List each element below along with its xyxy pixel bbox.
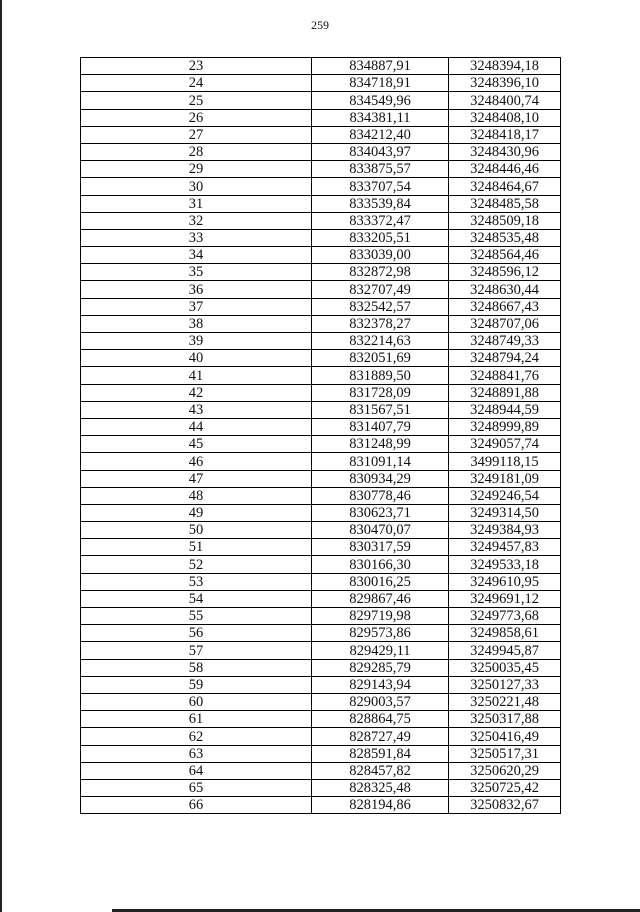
point-number-cell: 39 [81, 333, 312, 350]
x-coordinate-cell: 829573,86 [312, 625, 449, 642]
y-coordinate-cell: 3248446,46 [449, 161, 561, 178]
y-coordinate-cell: 3250620,29 [449, 762, 561, 779]
point-number-cell: 38 [81, 315, 312, 332]
y-coordinate-cell: 3248535,48 [449, 229, 561, 246]
point-number-cell: 53 [81, 573, 312, 590]
y-coordinate-cell: 3249057,74 [449, 436, 561, 453]
y-coordinate-cell: 3499118,15 [449, 453, 561, 470]
x-coordinate-cell: 828727,49 [312, 728, 449, 745]
x-coordinate-cell: 829429,11 [312, 642, 449, 659]
point-number-cell: 55 [81, 608, 312, 625]
x-coordinate-cell: 833372,47 [312, 212, 449, 229]
y-coordinate-cell: 3248509,18 [449, 212, 561, 229]
y-coordinate-cell: 3248430,96 [449, 143, 561, 160]
point-number-cell: 58 [81, 659, 312, 676]
point-number-cell: 33 [81, 229, 312, 246]
x-coordinate-cell: 831889,50 [312, 367, 449, 384]
point-number-cell: 24 [81, 75, 312, 92]
point-number-cell: 27 [81, 126, 312, 143]
point-number-cell: 44 [81, 418, 312, 435]
y-coordinate-cell: 3248394,18 [449, 58, 561, 75]
y-coordinate-cell: 3248485,58 [449, 195, 561, 212]
y-coordinate-cell: 3250221,48 [449, 693, 561, 710]
table-row [81, 556, 561, 573]
x-coordinate-cell: 834718,91 [312, 75, 449, 92]
x-coordinate-cell: 832378,27 [312, 315, 449, 332]
point-number-cell: 54 [81, 590, 312, 607]
point-number-cell: 59 [81, 676, 312, 693]
table-row [81, 436, 561, 453]
x-coordinate-cell: 830166,30 [312, 556, 449, 573]
x-coordinate-cell: 831407,79 [312, 418, 449, 435]
y-coordinate-cell: 3248596,12 [449, 264, 561, 281]
point-number-cell: 41 [81, 367, 312, 384]
point-number-cell: 50 [81, 522, 312, 539]
table-row [81, 470, 561, 487]
y-coordinate-cell: 3249773,68 [449, 608, 561, 625]
point-number-cell: 32 [81, 212, 312, 229]
table-row [81, 109, 561, 126]
point-number-cell: 47 [81, 470, 312, 487]
point-number-cell: 62 [81, 728, 312, 745]
point-number-cell: 36 [81, 281, 312, 298]
table-row [81, 728, 561, 745]
point-number-cell: 65 [81, 779, 312, 796]
y-coordinate-cell: 3249384,93 [449, 522, 561, 539]
point-number-cell: 37 [81, 298, 312, 315]
x-coordinate-cell: 830317,59 [312, 539, 449, 556]
table-row [81, 745, 561, 762]
point-number-cell: 49 [81, 504, 312, 521]
table-row [81, 384, 561, 401]
x-coordinate-cell: 828325,48 [312, 779, 449, 796]
x-coordinate-cell: 832214,63 [312, 333, 449, 350]
table-row [81, 779, 561, 796]
x-coordinate-cell: 830470,07 [312, 522, 449, 539]
y-coordinate-cell: 3248794,24 [449, 350, 561, 367]
table-row [81, 590, 561, 607]
x-coordinate-cell: 830778,46 [312, 487, 449, 504]
table-row [81, 126, 561, 143]
table-row [81, 625, 561, 642]
table-row [81, 418, 561, 435]
coordinates-table [80, 57, 561, 814]
y-coordinate-cell: 3250517,31 [449, 745, 561, 762]
x-coordinate-cell: 829143,94 [312, 676, 449, 693]
x-coordinate-cell: 834043,97 [312, 143, 449, 160]
point-number-cell: 31 [81, 195, 312, 212]
point-number-cell: 66 [81, 797, 312, 814]
table-row [81, 693, 561, 710]
x-coordinate-cell: 832051,69 [312, 350, 449, 367]
point-number-cell: 52 [81, 556, 312, 573]
y-coordinate-cell: 3248408,10 [449, 109, 561, 126]
x-coordinate-cell: 833539,84 [312, 195, 449, 212]
y-coordinate-cell: 3248749,33 [449, 333, 561, 350]
y-coordinate-cell: 3248841,76 [449, 367, 561, 384]
y-coordinate-cell: 3248464,67 [449, 178, 561, 195]
table-row [81, 212, 561, 229]
y-coordinate-cell: 3248944,59 [449, 401, 561, 418]
x-coordinate-cell: 828864,75 [312, 711, 449, 728]
page-number: 259 [311, 18, 329, 32]
table-row [81, 178, 561, 195]
point-number-cell: 30 [81, 178, 312, 195]
x-coordinate-cell: 833039,00 [312, 247, 449, 264]
y-coordinate-cell: 3249533,18 [449, 556, 561, 573]
point-number-cell: 35 [81, 264, 312, 281]
point-number-cell: 46 [81, 453, 312, 470]
y-coordinate-cell: 3250725,42 [449, 779, 561, 796]
x-coordinate-cell: 831567,51 [312, 401, 449, 418]
point-number-cell: 56 [81, 625, 312, 642]
table-row [81, 92, 561, 109]
x-coordinate-cell: 833205,51 [312, 229, 449, 246]
table-row [81, 333, 561, 350]
y-coordinate-cell: 3249610,95 [449, 573, 561, 590]
table-row [81, 642, 561, 659]
y-coordinate-cell: 3250832,67 [449, 797, 561, 814]
table-row [81, 161, 561, 178]
y-coordinate-cell: 3248400,74 [449, 92, 561, 109]
x-coordinate-cell: 829285,79 [312, 659, 449, 676]
x-coordinate-cell: 830623,71 [312, 504, 449, 521]
y-coordinate-cell: 3250127,33 [449, 676, 561, 693]
x-coordinate-cell: 830016,25 [312, 573, 449, 590]
point-number-cell: 42 [81, 384, 312, 401]
table-row [81, 522, 561, 539]
table-row [81, 762, 561, 779]
point-number-cell: 63 [81, 745, 312, 762]
table-row [81, 143, 561, 160]
point-number-cell: 26 [81, 109, 312, 126]
table-row [81, 573, 561, 590]
point-number-cell: 23 [81, 58, 312, 75]
table-row [81, 797, 561, 814]
point-number-cell: 43 [81, 401, 312, 418]
table-row [81, 608, 561, 625]
table-row [81, 367, 561, 384]
point-number-cell: 40 [81, 350, 312, 367]
x-coordinate-cell: 829003,57 [312, 693, 449, 710]
y-coordinate-cell: 3248396,10 [449, 75, 561, 92]
table-row [81, 247, 561, 264]
x-coordinate-cell: 833875,57 [312, 161, 449, 178]
x-coordinate-cell: 828194,86 [312, 797, 449, 814]
x-coordinate-cell: 832707,49 [312, 281, 449, 298]
point-number-cell: 25 [81, 92, 312, 109]
y-coordinate-cell: 3248418,17 [449, 126, 561, 143]
x-coordinate-cell: 828591,84 [312, 745, 449, 762]
y-coordinate-cell: 3248667,43 [449, 298, 561, 315]
table-row [81, 229, 561, 246]
table-row [81, 315, 561, 332]
y-coordinate-cell: 3249314,50 [449, 504, 561, 521]
y-coordinate-cell: 3249858,61 [449, 625, 561, 642]
x-coordinate-cell: 829867,46 [312, 590, 449, 607]
table-row [81, 281, 561, 298]
x-coordinate-cell: 834212,40 [312, 126, 449, 143]
table-row [81, 401, 561, 418]
table-row [81, 504, 561, 521]
y-coordinate-cell: 3248707,06 [449, 315, 561, 332]
table-row [81, 264, 561, 281]
point-number-cell: 61 [81, 711, 312, 728]
y-coordinate-cell: 3248891,88 [449, 384, 561, 401]
coordinates-table-body [81, 58, 561, 814]
x-coordinate-cell: 832872,98 [312, 264, 449, 281]
table-row [81, 487, 561, 504]
y-coordinate-cell: 3249691,12 [449, 590, 561, 607]
x-coordinate-cell: 834887,91 [312, 58, 449, 75]
point-number-cell: 34 [81, 247, 312, 264]
table-row [81, 350, 561, 367]
x-coordinate-cell: 834549,96 [312, 92, 449, 109]
y-coordinate-cell: 3248564,46 [449, 247, 561, 264]
table-row [81, 58, 561, 75]
y-coordinate-cell: 3249246,54 [449, 487, 561, 504]
x-coordinate-cell: 831728,09 [312, 384, 449, 401]
point-number-cell: 29 [81, 161, 312, 178]
point-number-cell: 28 [81, 143, 312, 160]
y-coordinate-cell: 3250317,88 [449, 711, 561, 728]
x-coordinate-cell: 833707,54 [312, 178, 449, 195]
point-number-cell: 45 [81, 436, 312, 453]
table-row [81, 195, 561, 212]
point-number-cell: 51 [81, 539, 312, 556]
point-number-cell: 57 [81, 642, 312, 659]
scan-edge-left [0, 0, 2, 912]
x-coordinate-cell: 832542,57 [312, 298, 449, 315]
y-coordinate-cell: 3248630,44 [449, 281, 561, 298]
y-coordinate-cell: 3249181,09 [449, 470, 561, 487]
x-coordinate-cell: 830934,29 [312, 470, 449, 487]
point-number-cell: 64 [81, 762, 312, 779]
y-coordinate-cell: 3250035,45 [449, 659, 561, 676]
table-row [81, 676, 561, 693]
y-coordinate-cell: 3248999,89 [449, 418, 561, 435]
x-coordinate-cell: 828457,82 [312, 762, 449, 779]
x-coordinate-cell: 829719,98 [312, 608, 449, 625]
point-number-cell: 48 [81, 487, 312, 504]
table-row [81, 659, 561, 676]
y-coordinate-cell: 3249457,83 [449, 539, 561, 556]
table-row [81, 539, 561, 556]
y-coordinate-cell: 3250416,49 [449, 728, 561, 745]
y-coordinate-cell: 3249945,87 [449, 642, 561, 659]
table-row [81, 298, 561, 315]
x-coordinate-cell: 834381,11 [312, 109, 449, 126]
x-coordinate-cell: 831091,14 [312, 453, 449, 470]
table-row [81, 75, 561, 92]
table-row [81, 453, 561, 470]
x-coordinate-cell: 831248,99 [312, 436, 449, 453]
table-row [81, 711, 561, 728]
point-number-cell: 60 [81, 693, 312, 710]
